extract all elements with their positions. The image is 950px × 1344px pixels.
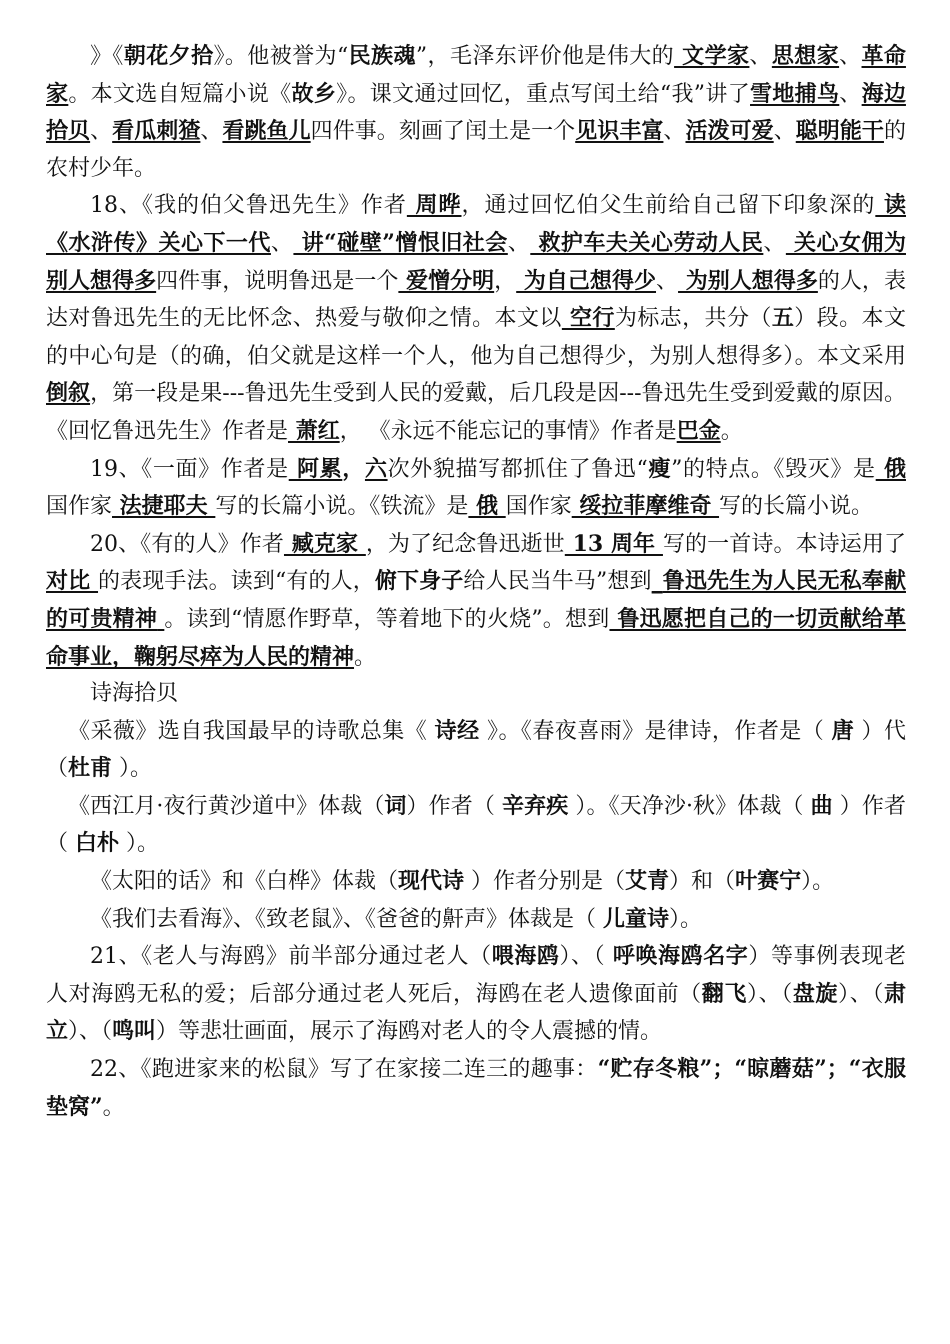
- answer-text: 萧红: [288, 417, 340, 444]
- answer-text: 爱憎分明: [398, 267, 495, 294]
- text-run: ）。: [119, 831, 160, 857]
- text-run: 。本文选自短篇小说《: [68, 81, 292, 107]
- bold-text: 瘦: [647, 455, 672, 482]
- answer-text: 鲁迅愿把自己的一切贡献给革命事业，鞠躬尽瘁为人民的精神: [46, 605, 906, 670]
- paragraph: [46, 1051, 906, 1126]
- bold-text: 艾青: [625, 868, 670, 895]
- text-run: ）、（: [747, 981, 793, 1007]
- paragraph: [46, 863, 906, 901]
- bold-text: 鸣叫: [112, 1018, 157, 1045]
- text-run: 给人民当牛马”想到: [463, 569, 652, 595]
- bold-text: 儿童诗: [603, 905, 670, 932]
- answer-text: 聪明能干: [795, 118, 884, 145]
- text-run: 《采薇》选自我国最早的诗歌总集《: [68, 718, 435, 744]
- text-run: ）。: [669, 906, 703, 932]
- answer-text: 臧克家: [283, 530, 366, 557]
- text-run: 、: [663, 119, 686, 145]
- answer-text: 活泼可爱: [685, 118, 774, 145]
- text-run: 。: [102, 1094, 125, 1120]
- answer-text: 倒叙: [46, 380, 91, 407]
- text-run: 》《: [90, 44, 124, 69]
- paragraph: [46, 38, 906, 187]
- answer-text: 俄: [875, 455, 906, 482]
- bold-text: 朝花夕拾: [123, 43, 214, 69]
- answer-text: 讲“碰壁”憎恨旧社会: [293, 229, 508, 256]
- answer-text: 法捷耶夫: [112, 493, 216, 520]
- bold-text: 唐: [831, 717, 855, 744]
- text-run: 、: [749, 44, 772, 69]
- text-run: 20、《有的人》作者: [90, 531, 284, 557]
- text-run: ）段。本文的中心句是（的确，伯父就是这样一个人，他为自己想得少，为别人想得多）。本文采用: [46, 306, 906, 369]
- answer-text: 雪地捕鸟: [750, 80, 840, 107]
- answer-text: 救护车夫关心劳动人民: [530, 229, 764, 256]
- text-run: ）代（: [46, 718, 906, 782]
- answer-text: 俄: [468, 493, 506, 520]
- bold-text: 五: [771, 305, 795, 332]
- bold-text: 喂海鸥: [491, 943, 560, 970]
- text-run: ，: [494, 268, 517, 294]
- text-run: 《我们去看海》、《致老鼠》、《爸爸的鼾声》体裁是（: [90, 906, 603, 932]
- text-run: 》。《春夜喜雨》是律诗，作者是（: [479, 718, 832, 744]
- text-run: ”，毛泽东评价他是伟大的: [415, 44, 675, 69]
- bold-text: ，: [342, 455, 365, 482]
- answer-text: 巴金: [676, 417, 721, 444]
- text-run: ）。《天净沙·秋》体裁（: [568, 793, 811, 819]
- text-run: ，通过回忆伯父生前给自己留下印象深的: [461, 193, 876, 219]
- text-run: ）和（: [669, 869, 736, 895]
- bold-text: 俯下身子: [374, 568, 464, 595]
- bold-text: 盘旋: [792, 980, 839, 1007]
- text-run: ）等事例表现老人对海鸥无私的爱；后部分通过老人死后，海鸥在老人遗像面前（: [46, 944, 906, 1007]
- answer-text: 对比: [46, 568, 99, 595]
- bold-text: 诗经: [434, 717, 480, 744]
- text-run: ，第一段是果---鲁迅先生受到人民的爱戴，后几段是因---鲁迅先生受到爱戴的原因。《回忆鲁迅先生》作者是: [46, 381, 906, 444]
- answer-text: 为自己想得少: [516, 267, 657, 294]
- text-run: 《太阳的话》和《白桦》体裁（: [90, 869, 399, 895]
- text-run: 四件事。刻画了闰土是一个: [310, 119, 576, 145]
- bold-text: 叶赛宁: [735, 868, 802, 895]
- answer-text: 革命家: [46, 43, 906, 107]
- answer-text: 海边拾贝: [46, 80, 906, 145]
- text-run: 的人，表达对鲁迅先生的无比怀念、热爱与敬仰之情。本文以: [46, 268, 906, 332]
- bold-text: 杜甫: [68, 755, 113, 782]
- answer-text: 读《水浒传》关心下一代: [46, 192, 906, 256]
- text-run: ）。: [112, 756, 153, 782]
- answer-text: 为别人想得多: [678, 267, 818, 294]
- answer-text: 看瓜刺猹: [112, 118, 201, 145]
- text-run: 、: [763, 230, 786, 256]
- answer-text: 周晔: [406, 192, 462, 219]
- paragraph: [46, 788, 906, 863]
- text-run: ）作者分别是（: [464, 869, 626, 895]
- text-run: ）作者（: [406, 793, 502, 819]
- text-run: ，为了纪念鲁迅逝世: [365, 531, 565, 557]
- bold-text: 故乡: [291, 80, 337, 107]
- bold-text: 肃立: [46, 980, 906, 1045]
- text-run: ， 《永远不能忘记的事情》作者是: [339, 418, 677, 444]
- text-run: 》。他被誉为“: [213, 44, 349, 69]
- bold-text: 民族魂: [348, 43, 416, 69]
- text-run: 19、《一面》作者是: [90, 456, 289, 482]
- text-run: 四件事，说明鲁迅是一个: [156, 268, 399, 294]
- answer-text: 13 周年: [564, 530, 663, 557]
- text-run: ）作者（: [46, 793, 906, 857]
- text-run: 。读到“情愿作野草，等着地下的火烧”。想到: [164, 606, 610, 632]
- text-run: 、: [90, 119, 113, 145]
- text-run: 、: [773, 119, 796, 145]
- answer-text: 看跳鱼儿: [222, 118, 311, 145]
- text-run: 、: [839, 81, 862, 107]
- paragraph: [46, 938, 906, 1051]
- bold-text: “贮存冬粮”；“晾蘑菇”；“衣服垫窝”: [46, 1056, 906, 1120]
- answer-text: 空行: [561, 305, 615, 332]
- bold-text: 词: [384, 792, 407, 819]
- bold-text: 白朴: [75, 830, 120, 857]
- text-run: ”的特点。《毁灭》是: [671, 456, 876, 482]
- text-run: 为标志，共分（: [614, 306, 772, 332]
- text-run: ）、（: [838, 981, 884, 1007]
- text-run: 次外貌描写都抓住了鲁迅“: [387, 456, 648, 482]
- answer-text: 见识丰富: [575, 118, 664, 145]
- text-run: 写的一首诗。本诗运用了: [662, 531, 907, 557]
- answer-text: 绥拉菲摩维奇: [571, 493, 720, 520]
- paragraph: [46, 451, 906, 526]
- text-run: 、: [656, 268, 679, 294]
- text-run: 18、《我的伯父鲁迅先生》作者: [90, 193, 407, 219]
- text-run: 写的长篇小说。《铁流》是: [215, 494, 469, 520]
- text-run: 国作家: [505, 494, 572, 520]
- paragraph: [46, 187, 906, 450]
- text-run: 写的长篇小说。: [719, 494, 874, 520]
- bold-text: 辛弃疾: [502, 792, 569, 819]
- paragraph: [46, 676, 906, 713]
- text-run: 》。课文通过回忆，重点写闰土给“我”讲了: [336, 81, 751, 107]
- text-run: _: [651, 569, 663, 595]
- text-run: 21、《老人与海鸥》前半部分通过老人（: [90, 944, 492, 970]
- text-run: 、: [270, 230, 294, 256]
- answer-text: 思想家: [771, 43, 840, 69]
- text-run: ）、（: [68, 1019, 113, 1045]
- answer-text: 鲁迅先生为人民无私奉献的可贵精神: [46, 568, 906, 632]
- bold-text: 现代诗: [398, 868, 465, 895]
- text-run: 、: [507, 230, 531, 256]
- bold-text: 曲: [810, 792, 833, 819]
- answer-text: 阿累: [288, 455, 343, 482]
- text-run: 《西江月·夜行黄沙道中》体裁（: [68, 793, 385, 819]
- text-run: 的农村少年。: [46, 119, 906, 181]
- text-run: 。: [720, 418, 743, 444]
- text-run: 、: [200, 119, 223, 145]
- text-run: ）、（: [559, 944, 613, 970]
- text-run: 。: [354, 644, 377, 670]
- paragraph: [46, 713, 906, 788]
- text-run: 的表现手法。读到“有的人，: [98, 569, 375, 595]
- answer-text: 关心女佣为别人想得多: [46, 229, 906, 294]
- text-run: 、: [839, 44, 862, 69]
- text-run: 诗海拾贝: [90, 681, 179, 707]
- paragraph: [46, 526, 906, 676]
- answer-text: 文学家: [674, 43, 750, 69]
- text-run: ）。: [801, 869, 835, 895]
- bold-text: 呼唤海鸥名字: [612, 943, 749, 970]
- bold-text: 翻飞: [701, 980, 748, 1007]
- text-run: 国作家: [46, 494, 113, 520]
- text-run: 22、《跑进家来的松鼠》写了在家接二连三的趣事：: [90, 1057, 598, 1083]
- paragraph: [46, 901, 906, 939]
- text-run: ）等悲壮画面，展示了海鸥对老人的令人震撼的情。: [156, 1019, 663, 1045]
- answer-text: 六: [364, 455, 388, 482]
